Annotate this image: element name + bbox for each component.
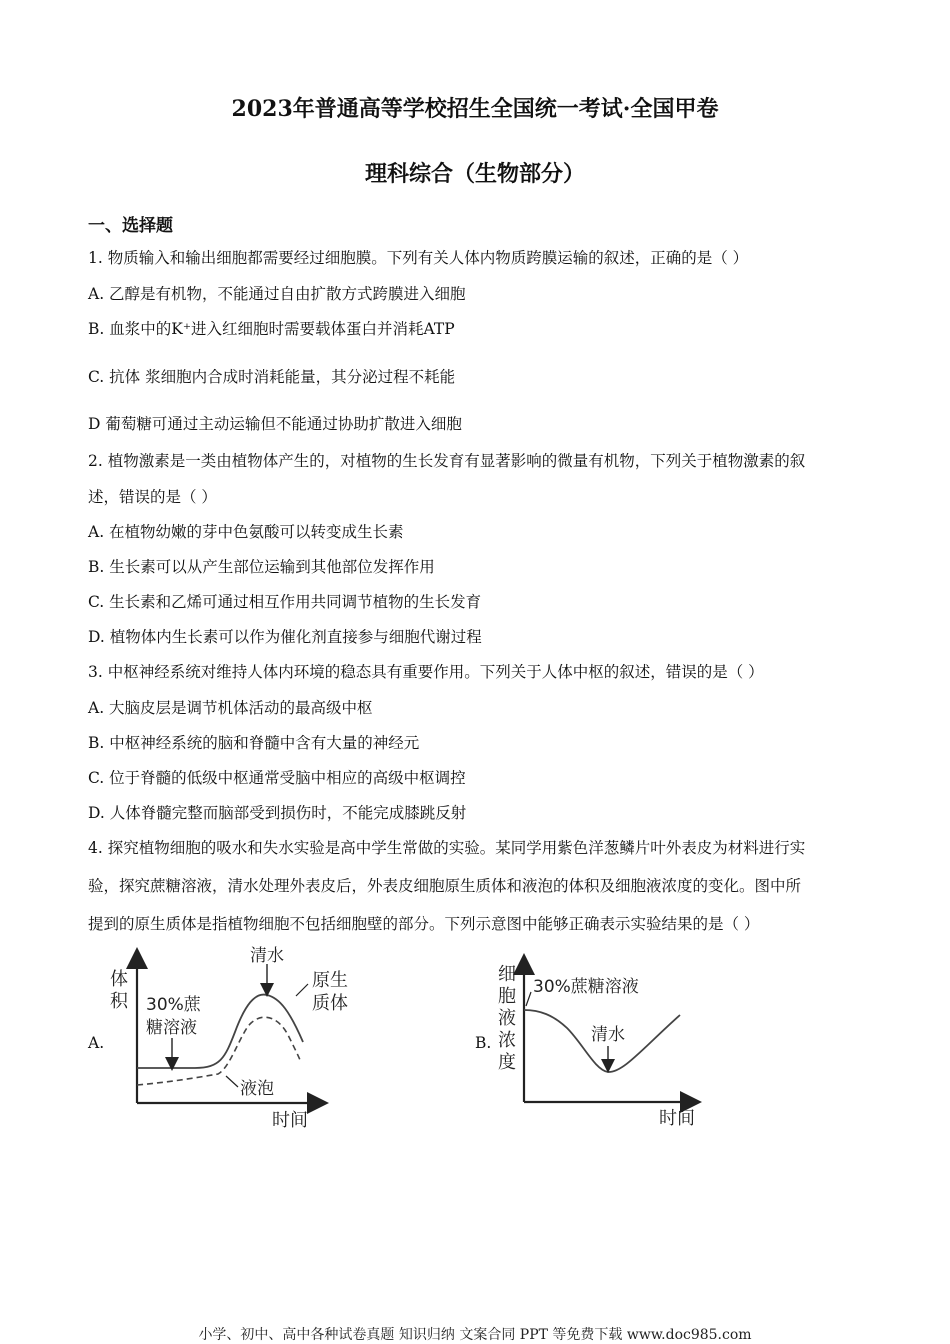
question-2-stem-line-2: 述，错误的是（ ） — [88, 488, 217, 506]
figure-a-y-label-2: 积 — [110, 991, 128, 1012]
figure-a-sucrose-label-2: 糖溶液 — [146, 1018, 197, 1038]
figure-a-option-label: A. — [88, 1034, 105, 1052]
question-3-option-d: D. 人体脊髓完整而脑部受到损伤时，不能完成膝跳反射 — [88, 804, 467, 822]
figure-b-water-label: 清水 — [591, 1025, 625, 1045]
question-2-option-d: D. 植物体内生长素可以作为催化剂直接参与细胞代谢过程 — [88, 628, 482, 646]
figure-a-sucrose-label-1: 30%蔗 — [146, 995, 201, 1015]
question-1-option-a: A. 乙醇是有机物，不能通过自由扩散方式跨膜进入细胞 — [88, 285, 466, 303]
figure-a-y-label-1: 体 — [110, 969, 128, 990]
figure-a-diagram — [100, 940, 430, 1140]
figure-a-vacuole-pointer — [226, 1076, 238, 1087]
question-3-option-a: A. 大脑皮层是调节机体活动的最高级中枢 — [88, 699, 373, 717]
figure-a-protoplast-label-1: 原生 — [312, 970, 348, 991]
question-2-option-a: A. 在植物幼嫩的芽中色氨酸可以转变成生长素 — [88, 523, 404, 541]
figure-b-y-label-4: 浓 — [498, 1030, 516, 1051]
question-3-stem: 3. 中枢神经系统对维持人体内环境的稳态具有重要作用。下列关于人体中枢的叙述，错误的是（ ） — [88, 663, 764, 681]
figure-b-y-label-3: 液 — [498, 1008, 516, 1029]
question-1-option-c: C. 抗体 浆细胞内合成时消耗能量，其分泌过程不耗能 — [88, 368, 456, 386]
figure-b-sucrose-label: 30%蔗糖溶液 — [533, 977, 639, 997]
section-heading: 一、选择题 — [88, 216, 173, 236]
exam-title: 2023年普通高等学校招生全国统一考试·全国甲卷 — [231, 96, 719, 122]
figure-b-x-label: 时间 — [659, 1108, 695, 1129]
question-2-option-b: B. 生长素可以从产生部位运输到其他部位发挥作用 — [88, 558, 435, 576]
figure-a-x-label: 时间 — [272, 1110, 308, 1131]
question-4-stem-line-3: 提到的原生质体是指植物细胞不包括细胞壁的部分。下列示意图中能够正确表示实验结果的是（ ） — [88, 915, 760, 933]
question-1-option-d: D 葡萄糖可通过主动运输但不能通过协助扩散进入细胞 — [88, 415, 462, 433]
question-4-stem-line-1: 4. 探究植物细胞的吸水和失水实验是高中学生常做的实验。某同学用紫色洋葱鳞片叶外表皮为材料进行实 — [88, 839, 806, 857]
question-2-stem-line-1: 2. 植物激素是一类由植物体产生的，对植物的生长发育有显著影响的微量有机物，下列关于植物激素的叙 — [88, 452, 806, 470]
question-4-stem-line-2: 验，探究蔗糖溶液，清水处理外表皮后，外表皮细胞原生质体和液泡的体积及细胞液浓度的变化。图中所 — [88, 877, 802, 895]
question-3-option-c: C. 位于脊髓的低级中枢通常受脑中相应的高级中枢调控 — [88, 769, 466, 787]
exam-subtitle: 理科综合（生物部分） — [364, 161, 585, 187]
figure-b-sucrose-pointer — [526, 992, 531, 1006]
figure-b-option-label: B. — [475, 1034, 492, 1052]
figure-a-protoplast-label-2: 质体 — [312, 993, 348, 1014]
figure-b-y-label-5: 度 — [498, 1052, 516, 1073]
page-footer: 小学、初中、高中各种试卷真题 知识归纳 文案合同 PPT 等免费下载 www.doc985.com — [198, 1327, 752, 1343]
question-2-option-c: C. 生长素和乙烯可通过相互作用共同调节植物的生长发育 — [88, 593, 482, 611]
question-1-stem: 1. 物质输入和输出细胞都需要经过细胞膜。下列有关人体内物质跨膜运输的叙述，正确的是（ ） — [88, 249, 749, 267]
figure-b-y-label-2: 胞 — [498, 986, 516, 1007]
figure-b-y-label-1: 细 — [498, 964, 516, 985]
question-3-option-b: B. 中枢神经系统的脑和脊髓中含有大量的神经元 — [88, 734, 420, 752]
figure-b-diagram — [495, 960, 715, 1140]
question-1-option-b: B. 血浆中的K⁺进入红细胞时需要载体蛋白并消耗ATP — [88, 320, 455, 338]
figure-a-protoplast-pointer — [296, 984, 308, 996]
figure-a-vacuole-label: 液泡 — [240, 1079, 274, 1099]
figure-a-water-label: 清水 — [250, 946, 284, 966]
